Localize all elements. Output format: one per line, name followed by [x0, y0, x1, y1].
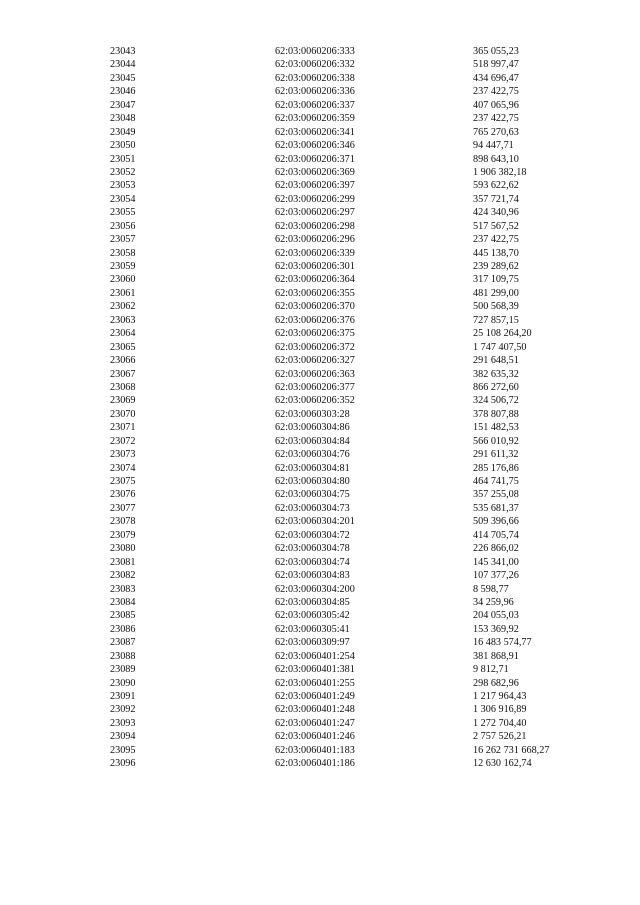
cadastral-value: 9 812,71 [473, 664, 509, 676]
table-row [0, 112, 640, 125]
cadastral-number: 62:03:0060206:371 [275, 153, 355, 165]
table-row [0, 542, 640, 555]
cadastral-number: 62:03:0060304:73 [275, 502, 350, 514]
table-row [0, 58, 640, 71]
cadastral-value: 94 447,71 [473, 140, 514, 152]
cadastral-value: 16 262 731 668,27 [473, 744, 550, 756]
table-row [0, 85, 640, 98]
cadastral-number: 62:03:0060401:248 [275, 704, 355, 716]
cadastral-value: 239 289,62 [473, 261, 519, 272]
table-row [0, 273, 640, 286]
table-row [0, 623, 640, 636]
table-row [0, 462, 640, 475]
row-number: 23071 [110, 422, 136, 434]
row-number: 23078 [110, 516, 136, 528]
cadastral-value: 414 705,74 [473, 529, 519, 541]
cadastral-value: 481 299,00 [473, 287, 519, 299]
cadastral-value: 1 306 916,89 [473, 704, 527, 716]
row-number: 23089 [110, 664, 136, 676]
cadastral-value: 1 747 407,50 [473, 341, 527, 353]
row-number: 23065 [110, 341, 136, 353]
row-number: 23059 [110, 261, 136, 272]
cadastral-value: 518 997,47 [473, 59, 519, 71]
row-number: 23080 [110, 543, 136, 555]
cadastral-number: 62:03:0060304:84 [275, 435, 350, 447]
row-number: 23052 [110, 166, 136, 178]
table-row [0, 730, 640, 743]
cadastral-value: 445 138,70 [473, 247, 519, 259]
row-number: 23046 [110, 86, 136, 98]
table-row [0, 153, 640, 166]
table-row [0, 596, 640, 609]
table-row [0, 193, 640, 206]
cadastral-value: 1 272 704,40 [473, 717, 527, 729]
table-row [0, 45, 640, 58]
cadastral-value: 298 682,96 [473, 677, 519, 689]
row-number: 23043 [110, 46, 136, 57]
cadastral-number: 62:03:0060304:85 [275, 596, 350, 608]
cadastral-number: 62:03:0060206:352 [275, 395, 355, 407]
cadastral-number: 62:03:0060304:81 [275, 462, 350, 474]
cadastral-value: 153 369,92 [473, 623, 519, 635]
cadastral-number: 62:03:0060206:296 [275, 234, 355, 246]
table-row [0, 206, 640, 219]
row-number: 23062 [110, 301, 136, 313]
cadastral-value: 378 807,88 [473, 408, 519, 420]
cadastral-value: 237 422,75 [473, 113, 519, 125]
table-row [0, 636, 640, 649]
row-number: 23079 [110, 529, 136, 541]
table-row [0, 354, 640, 367]
cadastral-number: 62:03:0060303:28 [275, 408, 350, 420]
cadastral-value: 500 568,39 [473, 301, 519, 313]
table-row [0, 408, 640, 421]
cadastral-value: 727 857,15 [473, 314, 519, 326]
cadastral-value: 8 598,77 [473, 583, 509, 595]
row-number: 23049 [110, 126, 136, 138]
table-row [0, 220, 640, 233]
row-number: 23060 [110, 274, 136, 286]
cadastral-number: 62:03:0060401:255 [275, 677, 355, 689]
row-number: 23064 [110, 328, 136, 340]
table-row [0, 650, 640, 663]
cadastral-number: 62:03:0060304:83 [275, 570, 350, 582]
cadastral-value: 25 108 264,20 [473, 328, 532, 340]
cadastral-number: 62:03:0060206:372 [275, 341, 355, 353]
row-number: 23068 [110, 381, 136, 393]
cadastral-value: 382 635,32 [473, 368, 519, 380]
row-number: 23096 [110, 758, 136, 770]
cadastral-value: 866 272,60 [473, 381, 519, 393]
row-number: 23095 [110, 744, 136, 756]
table-row [0, 247, 640, 260]
cadastral-value: 291 648,51 [473, 355, 519, 367]
cadastral-value: 317 109,75 [473, 274, 519, 286]
cadastral-value: 357 721,74 [473, 193, 519, 205]
cadastral-number: 62:03:0060206:377 [275, 381, 355, 393]
table-row [0, 475, 640, 488]
cadastral-value: 237 422,75 [473, 234, 519, 246]
row-number: 23057 [110, 234, 136, 246]
row-number: 23050 [110, 140, 136, 152]
cadastral-number: 62:03:0060401:249 [275, 691, 355, 702]
cadastral-value: 204 055,03 [473, 610, 519, 622]
cadastral-value: 535 681,37 [473, 502, 519, 514]
table-row [0, 529, 640, 542]
table-row [0, 757, 640, 770]
table-row [0, 488, 640, 501]
cadastral-number: 62:03:0060206:297 [275, 207, 355, 219]
row-number: 23070 [110, 408, 136, 420]
cadastral-number: 62:03:0060206:376 [275, 314, 355, 326]
table-row [0, 179, 640, 192]
cadastral-value: 381 868,91 [473, 650, 519, 662]
cadastral-value: 765 270,63 [473, 126, 519, 138]
row-number: 23077 [110, 502, 136, 514]
row-number: 23085 [110, 610, 136, 622]
cadastral-number: 62:03:0060309:97 [275, 637, 350, 649]
row-number: 23053 [110, 180, 136, 192]
table-row [0, 717, 640, 730]
table-row [0, 609, 640, 622]
cadastral-value: 566 010,92 [473, 435, 519, 447]
table-row [0, 421, 640, 434]
row-number: 23086 [110, 623, 136, 635]
cadastral-number: 62:03:0060206:298 [275, 220, 355, 232]
cadastral-value: 285 176,86 [473, 462, 519, 474]
cadastral-value: 464 741,75 [473, 476, 519, 487]
cadastral-value: 107 377,26 [473, 570, 519, 582]
cadastral-value: 517 567,52 [473, 220, 519, 232]
table-row [0, 690, 640, 703]
cadastral-number: 62:03:0060206:397 [275, 180, 355, 192]
cadastral-number: 62:03:0060401:246 [275, 731, 355, 743]
row-number: 23066 [110, 355, 136, 367]
cadastral-value: 1 217 964,43 [473, 691, 527, 702]
table-row [0, 99, 640, 112]
cadastral-number: 62:03:0060206:333 [275, 46, 355, 57]
row-number: 23048 [110, 113, 136, 125]
table-row [0, 583, 640, 596]
cadastral-value: 898 643,10 [473, 153, 519, 165]
cadastral-number: 62:03:0060401:183 [275, 744, 355, 756]
row-number: 23069 [110, 395, 136, 407]
cadastral-number: 62:03:0060206:341 [275, 126, 355, 138]
table-row [0, 502, 640, 515]
cadastral-value: 424 340,96 [473, 207, 519, 219]
row-number: 23090 [110, 677, 136, 689]
cadastral-number: 62:03:0060304:200 [275, 583, 355, 595]
cadastral-value: 434 696,47 [473, 72, 519, 84]
cadastral-number: 62:03:0060401:247 [275, 717, 355, 729]
cadastral-value: 291 611,32 [473, 449, 519, 461]
table-row [0, 341, 640, 354]
table-row [0, 233, 640, 246]
row-number: 23082 [110, 570, 136, 582]
table-row [0, 166, 640, 179]
cadastral-number: 62:03:0060206:337 [275, 99, 355, 111]
table-row [0, 569, 640, 582]
cadastral-value: 365 055,23 [473, 46, 519, 57]
cadastral-number: 62:03:0060401:381 [275, 664, 355, 676]
row-number: 23067 [110, 368, 136, 380]
cadastral-value: 324 506,72 [473, 395, 519, 407]
cadastral-value: 34 259,96 [473, 596, 514, 608]
cadastral-number: 62:03:0060401:254 [275, 650, 355, 662]
cadastral-value: 151 482,53 [473, 422, 519, 434]
cadastral-value: 2 757 526,21 [473, 731, 527, 743]
table-row [0, 515, 640, 528]
row-number: 23081 [110, 556, 136, 568]
cadastral-value: 593 622,62 [473, 180, 519, 192]
row-number: 23051 [110, 153, 136, 165]
row-number: 23093 [110, 717, 136, 729]
table-row [0, 126, 640, 139]
table-row [0, 327, 640, 340]
table-row [0, 260, 640, 273]
row-number: 23044 [110, 59, 136, 71]
row-number: 23054 [110, 193, 136, 205]
row-number: 23056 [110, 220, 136, 232]
table-row [0, 677, 640, 690]
cadastral-number: 62:03:0060304:75 [275, 489, 350, 501]
cadastral-number: 62:03:0060401:186 [275, 758, 355, 770]
cadastral-value: 1 906 382,18 [473, 166, 527, 178]
cadastral-number: 62:03:0060305:41 [275, 623, 350, 635]
row-number: 23072 [110, 435, 136, 447]
table-row [0, 703, 640, 716]
cadastral-number: 62:03:0060304:74 [275, 556, 350, 568]
table-row [0, 300, 640, 313]
cadastral-value: 509 396,66 [473, 516, 519, 528]
cadastral-value: 12 630 162,74 [473, 758, 532, 770]
cadastral-value: 237 422,75 [473, 86, 519, 98]
cadastral-number: 62:03:0060206:375 [275, 328, 355, 340]
row-number: 23092 [110, 704, 136, 716]
row-number: 23074 [110, 462, 136, 474]
data-table [0, 45, 640, 771]
cadastral-number: 62:03:0060206:336 [275, 86, 355, 98]
table-row [0, 139, 640, 152]
row-number: 23045 [110, 72, 136, 84]
cadastral-number: 62:03:0060206:355 [275, 287, 355, 299]
cadastral-number: 62:03:0060304:80 [275, 476, 350, 487]
cadastral-number: 62:03:0060206:338 [275, 72, 355, 84]
cadastral-number: 62:03:0060206:332 [275, 59, 355, 71]
table-row [0, 448, 640, 461]
cadastral-value: 145 341,00 [473, 556, 519, 568]
cadastral-number: 62:03:0060206:370 [275, 301, 355, 313]
cadastral-number: 62:03:0060304:78 [275, 543, 350, 555]
table-row [0, 314, 640, 327]
row-number: 23083 [110, 583, 136, 595]
row-number: 23091 [110, 691, 136, 702]
row-number: 23073 [110, 449, 136, 461]
table-row [0, 368, 640, 381]
table-row [0, 663, 640, 676]
table-row [0, 381, 640, 394]
cadastral-number: 62:03:0060206:369 [275, 166, 355, 178]
cadastral-number: 62:03:0060304:76 [275, 449, 350, 461]
row-number: 23061 [110, 287, 136, 299]
cadastral-value: 16 483 574,77 [473, 637, 532, 649]
row-number: 23075 [110, 476, 136, 487]
cadastral-number: 62:03:0060304:72 [275, 529, 350, 541]
row-number: 23047 [110, 99, 136, 111]
row-number: 23058 [110, 247, 136, 259]
table-row [0, 287, 640, 300]
table-row [0, 556, 640, 569]
row-number: 23094 [110, 731, 136, 743]
row-number: 23088 [110, 650, 136, 662]
cadastral-number: 62:03:0060206:339 [275, 247, 355, 259]
cadastral-number: 62:03:0060206:364 [275, 274, 355, 286]
row-number: 23084 [110, 596, 136, 608]
row-number: 23087 [110, 637, 136, 649]
cadastral-number: 62:03:0060206:299 [275, 193, 355, 205]
row-number: 23076 [110, 489, 136, 501]
cadastral-number: 62:03:0060206:301 [275, 261, 355, 272]
cadastral-number: 62:03:0060206:346 [275, 140, 355, 152]
row-number: 23055 [110, 207, 136, 219]
table-row [0, 394, 640, 407]
cadastral-number: 62:03:0060304:201 [275, 516, 355, 528]
cadastral-number: 62:03:0060206:363 [275, 368, 355, 380]
table-row [0, 72, 640, 85]
cadastral-value: 407 065,96 [473, 99, 519, 111]
cadastral-number: 62:03:0060206:327 [275, 355, 355, 367]
table-row [0, 435, 640, 448]
cadastral-number: 62:03:0060304:86 [275, 422, 350, 434]
table-row [0, 744, 640, 757]
cadastral-value: 226 866,02 [473, 543, 519, 555]
cadastral-number: 62:03:0060206:359 [275, 113, 355, 125]
row-number: 23063 [110, 314, 136, 326]
cadastral-number: 62:03:0060305:42 [275, 610, 350, 622]
cadastral-value: 357 255,08 [473, 489, 519, 501]
